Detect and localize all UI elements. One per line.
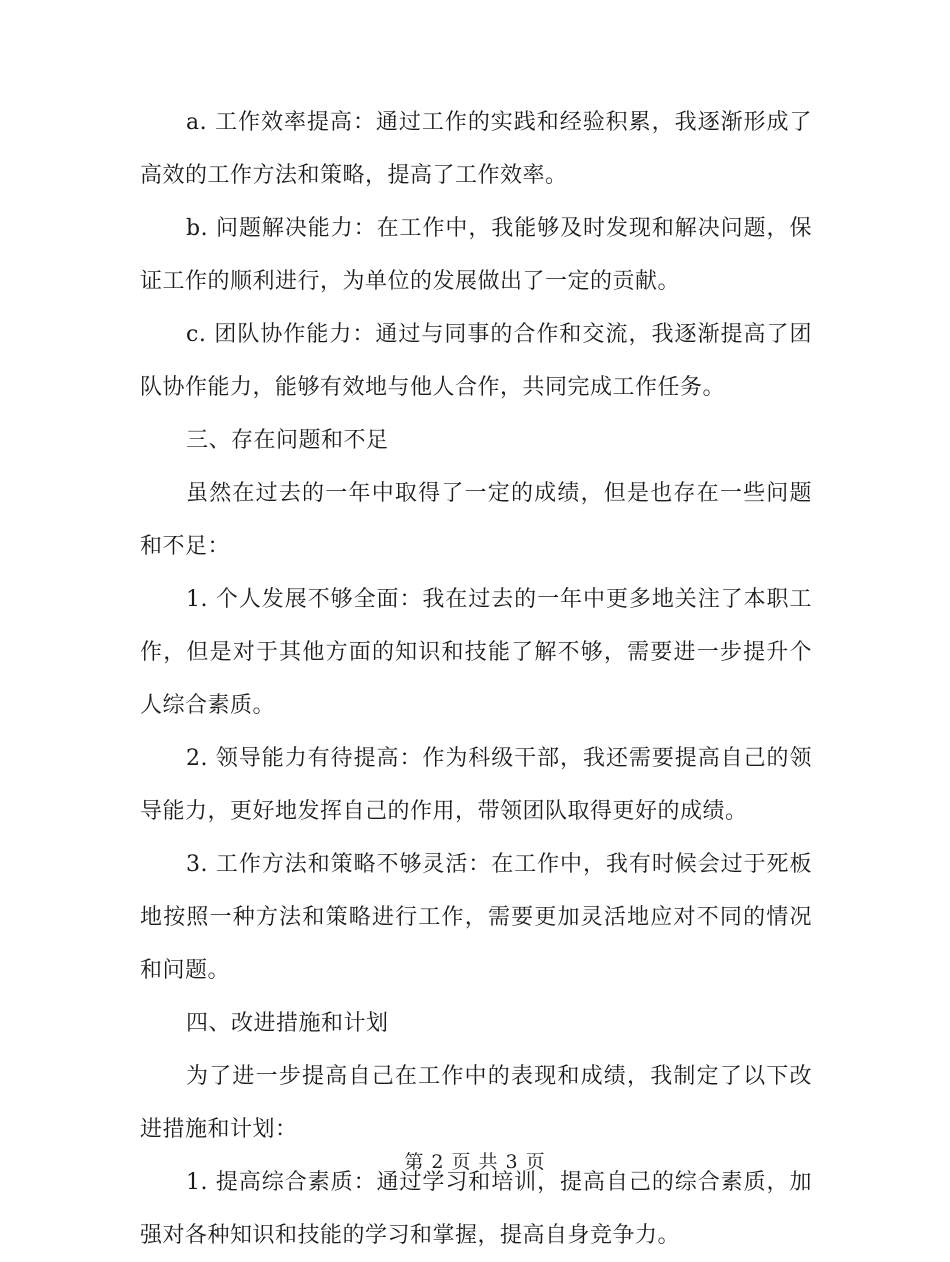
document-body — [140, 96, 812, 1262]
paragraph-improvements-intro: 为了进一步提高自己在工作中的表现和成绩，我制定了以下改进措施和计划： — [140, 1064, 812, 1142]
paragraph-problem-solving: b. 问题解决能力：在工作中，我能够及时发现和解决问题，保证工作的顺利进行，为单位的发展做出了一定的贡献。 — [140, 216, 812, 294]
section-heading-improvements: 四、改进措施和计划 — [186, 1011, 389, 1036]
section-heading-problems: 三、存在问题和不足 — [186, 428, 389, 453]
paragraph-efficiency: a. 工作效率提高：通过工作的实践和经验积累，我逐渐形成了高效的工作方法和策略，提高了工作效率。 — [140, 110, 812, 188]
paragraph-problems-intro: 虽然在过去的一年中取得了一定的成绩，但是也存在一些问题和不足： — [140, 481, 812, 559]
paragraph-teamwork: c. 团队协作能力：通过与同事的合作和交流，我逐渐提高了团队协作能力，能够有效地与他人合作，共同完成工作任务。 — [140, 322, 812, 400]
paragraph-improvement-1: 1. 提高综合素质：通过学习和培训，提高自己的综合素质，加强对各种知识和技能的学习和掌握，提高自身竞争力。 — [140, 1170, 812, 1248]
paragraph-problem-2: 2. 领导能力有待提高：作为科级干部，我还需要提高自己的领导能力，更好地发挥自己的作用，带领团队取得更好的成绩。 — [140, 746, 812, 824]
paragraph-problem-3: 3. 工作方法和策略不够灵活：在工作中，我有时候会过于死板地按照一种方法和策略进行工作，需要更加灵活地应对不同的情况和问题。 — [140, 852, 812, 983]
page-number-footer: 第 2 页 共 3 页 — [404, 1151, 546, 1173]
paragraph-problem-1: 1. 个人发展不够全面：我在过去的一年中更多地关注了本职工作，但是对于其他方面的知识和技能了解不够，需要进一步提升个人综合素质。 — [140, 587, 812, 718]
